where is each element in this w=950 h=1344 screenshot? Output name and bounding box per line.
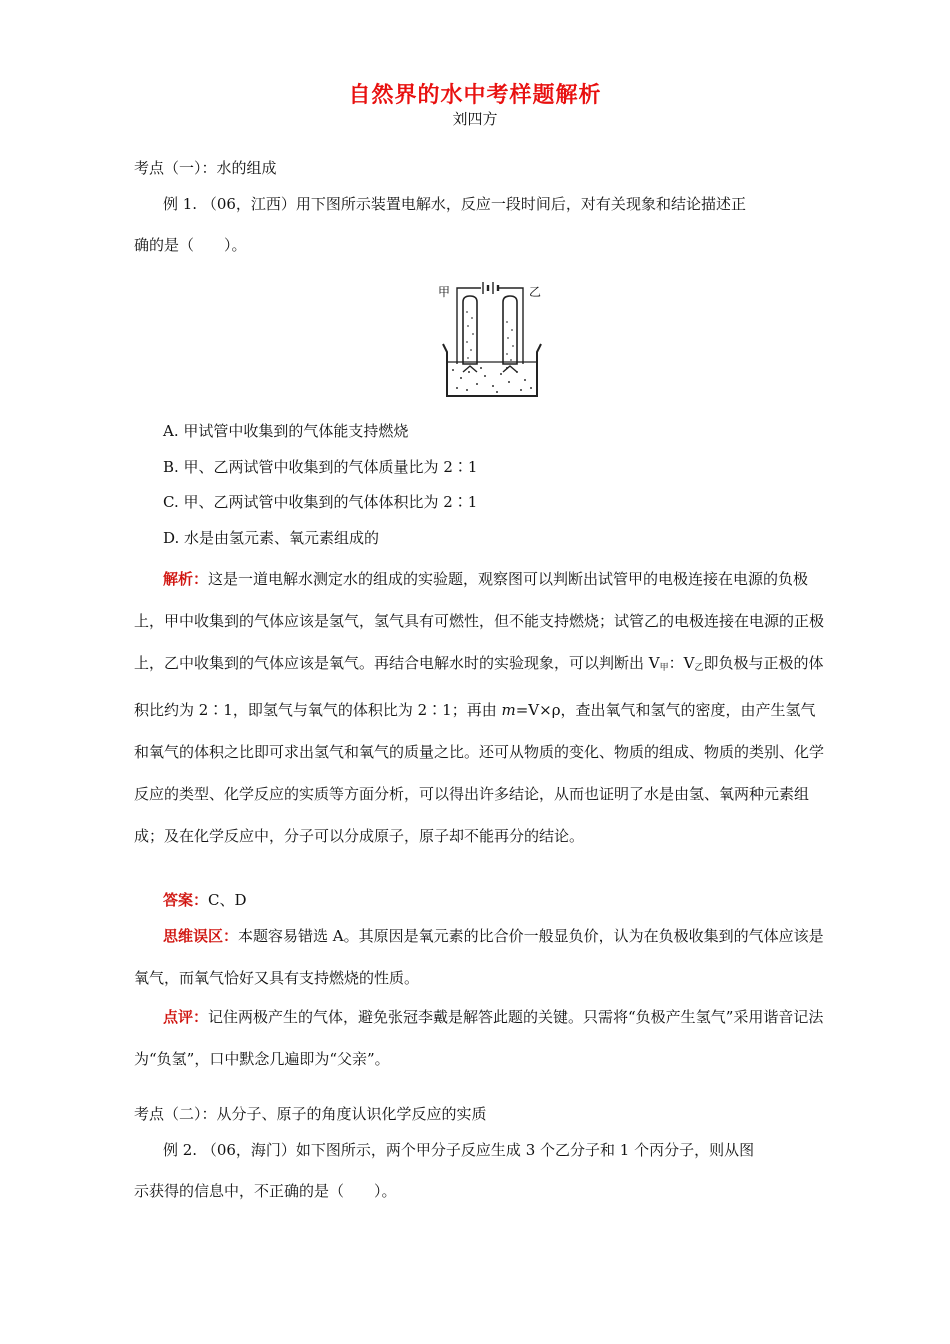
- analysis-text-4: =V×ρ，查出氧气和氢气的密度，由产生氢气和氧气的体积之比即可求出氢气和氧气的质量之比。还可从物质的变化、物质的组成、物质的类别、化学反应的类型、化学反应的实质等方面分析，可以得出许多结论，从而也证明了水是由氢、氧两种元素组成；及在化学反应中，分子可以分成原子，原子却不能再分的结论。: [134, 701, 825, 845]
- example2-question-line1: 例 2. （06，海门）如下图所示，两个甲分子反应生成 3 个乙分子和 1 个丙分子，则从图: [163, 1141, 755, 1159]
- section1-heading: 考点（一）：水的组成: [134, 159, 277, 177]
- subscript-yi: 乙: [694, 663, 704, 673]
- answer-value: C、D: [208, 891, 247, 909]
- electrolysis-apparatus-figure: [437, 282, 545, 400]
- example2-question-line2: 示获得的信息中，不正确的是（ ）。: [134, 1182, 397, 1200]
- comment-label: 点评：: [163, 1008, 209, 1026]
- comment-text: 记住两极产生的气体，避免张冠李戴是解答此题的关键。只需将“负极产生氢气”采用谐音记法为“负氢”，口中默念几遍即为“父亲”。: [134, 1008, 824, 1068]
- analysis-paragraph: [134, 558, 824, 857]
- formula-m: m: [501, 701, 516, 719]
- analysis-text-2: ：V: [668, 654, 695, 672]
- subscript-jia: 甲: [659, 663, 669, 673]
- mistake-paragraph: [134, 915, 824, 999]
- analysis-label: 解析：: [163, 570, 209, 588]
- section2-heading: 考点（二）：从分子、原子的角度认识化学反应的实质: [134, 1105, 487, 1123]
- answer-label: 答案：: [163, 891, 209, 909]
- author-name: 刘四方: [452, 110, 498, 128]
- answer-line: [163, 890, 247, 910]
- option-c: C. 甲、乙两试管中收集到的气体体积比为 2∶1: [163, 493, 478, 511]
- option-d: D. 水是由氢元素、氧元素组成的: [163, 529, 380, 547]
- example1-question-line2: 确的是（ ）。: [134, 236, 247, 254]
- example1-question-line1: 例 1. （06，江西）用下图所示装置电解水，反应一段时间后，对有关现象和结论描述正: [163, 195, 746, 213]
- page-title: 自然界的水中考样题解析: [348, 83, 602, 108]
- mistake-label: 思维误区：: [163, 927, 239, 945]
- mistake-text: 本题容易错选 A。其原因是氧元素的比合价一般显负价，认为在负极收集到的气体应该是氧气，而氧气恰好又具有支持燃烧的性质。: [134, 927, 824, 987]
- option-b: B. 甲、乙两试管中收集到的气体质量比为 2∶1: [163, 458, 478, 476]
- analysis-text-1: 这是一道电解水测定水的组成的实验题，观察图可以判断出试管甲的电极连接在电源的负极上，甲中收集到的气体应该是氢气，氢气具有可燃性，但不能支持燃烧；试管乙的电极连接在电源的正极上，乙中收集到的气体应该是氧气。再结合电解水时的实验现象，可以判断出 V: [134, 570, 825, 672]
- comment-paragraph: [134, 996, 824, 1080]
- figure-label-yi: 乙: [529, 285, 542, 299]
- option-a: A. 甲试管中收集到的气体能支持燃烧: [163, 422, 409, 440]
- analysis-text-3: 即负极与正极的体积比约为 2∶1，即氢气与氧气的体积比为 2∶1；再由: [134, 654, 824, 719]
- figure-label-jia: 甲: [438, 285, 451, 299]
